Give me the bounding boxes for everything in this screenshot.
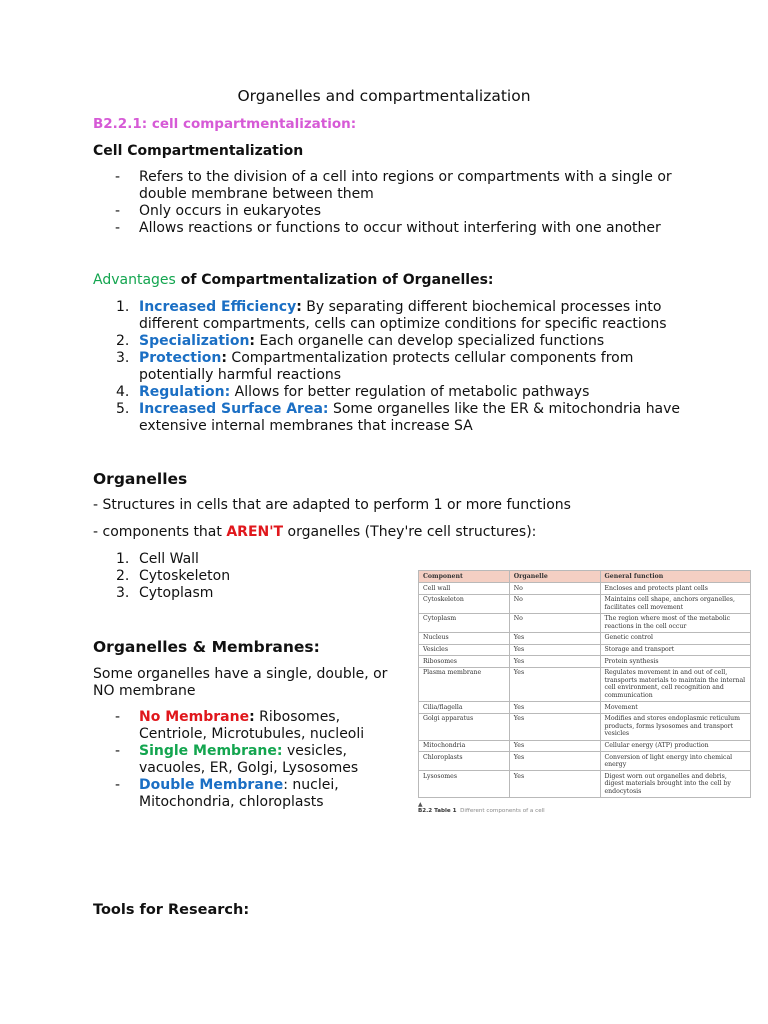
table-cell: Genetic control [600,632,751,644]
table-cell: No [509,594,600,613]
table-header: Component [419,571,510,583]
list-item [93,743,383,777]
table-cell: Lysosomes [419,771,510,798]
table-cell: Yes [509,656,600,668]
advantages-heading [93,272,494,288]
line-text: - components that [93,524,227,540]
list-item [93,384,693,401]
advantage-text: Each organelle can develop specialized functions [255,333,605,349]
list-item [93,585,393,602]
list-item [93,777,383,811]
list-item: - Refers to the division of a cell into regions or compartments with a single or double membrane between them [93,169,693,203]
table-cell: Yes [509,713,600,740]
table-cell: The region where most of the metabolic reactions in the cell occur [600,613,751,632]
organelles-heading: Organelles [93,470,188,488]
table-caption [418,802,752,814]
list-text: Cell Wall [139,551,199,567]
page-title: Organelles and compartmentalization [237,87,531,105]
advantage-text: By separating different biochemical processes into different compartments, cells can optimize conditions for specific reactions [139,299,667,332]
colon: : [249,333,256,349]
advantage-term: Increased Efficiency [139,299,297,315]
advantage-term: Protection [139,350,222,366]
table-cell: Storage and transport [600,644,751,656]
table-cell: Protein synthesis [600,656,751,668]
table-cell: Cell wall [419,583,510,595]
advantage-term: Regulation: [139,384,231,400]
table-cell: Modifies and stores endoplasmic reticulum products, forms lysosomes and transport vesicles [600,713,751,740]
table-cell: Nucleus [419,632,510,644]
membrane-term: No Membrane [139,709,250,725]
table-cell: Encloses and protects plant cells [600,583,751,595]
line-text: organelles (They're cell structures): [283,524,537,540]
colon: : [221,350,227,366]
table-cell: Cilia/flagella [419,702,510,714]
table-row [419,713,751,740]
table-cell: Yes [509,644,600,656]
list-text: Cytoskeleton [139,568,231,584]
table-cell: Yes [509,740,600,752]
list-number: 1. [116,551,130,567]
table-row [419,632,751,644]
table-cell: Mitochondria [419,740,510,752]
membrane-text: : nuclei, Mitochondria, chloroplasts [139,777,339,810]
advantage-text: Compartmentalization protects cellular components from potentially harmful reactions [139,350,634,383]
organelles-line-1: - Structures in cells that are adapted to perform 1 or more functions [93,497,571,513]
table-row [419,656,751,668]
list-item [93,568,393,585]
advantage-text: Some organelles like the ER & mitochondria have extensive internal membranes that increase SA [139,401,681,434]
organelle-table-figure [418,570,752,814]
advantage-text: Allows for better regulation of metabolic pathways [230,384,590,400]
table-cell: Vesicles [419,644,510,656]
table-cell: Movement [600,702,751,714]
table-cell: Digest worn out organelles and debris, digest materials brought into the cell by endocytosis [600,771,751,798]
table-cell: Plasma membrane [419,667,510,701]
cell-comp-list [93,169,693,237]
advantages-rest: of Compartmentalization of Organelles: [175,272,494,288]
list-item [93,551,393,568]
list-number: 2. [116,333,130,349]
advantage-term: Specialization [139,333,250,349]
colon: : [249,709,255,725]
list-number: 3. [116,585,130,601]
list-item [93,333,693,350]
list-item [93,299,693,333]
table-row [419,740,751,752]
table-cell: No [509,583,600,595]
table-row [419,594,751,613]
membrane-term: Single Membrane: [139,743,283,759]
triangle-icon: ▲ [418,801,423,809]
list-item: - Only occurs in eukaryotes [93,203,693,220]
table-row [419,644,751,656]
table-header: General function [600,571,751,583]
table-cell: Yes [509,632,600,644]
caption-label: B2.2 Table 1 [418,808,457,815]
table-cell: Maintains cell shape, anchors organelles, facilitates cell movement [600,594,751,613]
table-cell: Cellular energy (ATP) production [600,740,751,752]
table-cell: Cytoplasm [419,613,510,632]
list-text: Cytoplasm [139,585,214,601]
table-cell: Yes [509,771,600,798]
list-number: 2. [116,568,130,584]
cell-comp-heading: Cell Compartmentalization [93,143,304,159]
colon: : [296,299,302,315]
table-cell: Conversion of light energy into chemical energy [600,752,751,771]
list-item [93,709,383,743]
list-number: 5. [116,401,130,417]
membrane-text: Ribosomes, Centriole, Microtubules, nucleoli [139,709,365,742]
table-cell: Yes [509,702,600,714]
table-cell: Yes [509,667,600,701]
table-cell: Ribosomes [419,656,510,668]
table-cell: Golgi apparatus [419,713,510,740]
advantage-term: Increased Surface Area: [139,401,329,417]
non-organelles-list [93,551,393,602]
list-number: 3. [116,350,130,366]
table-header-row [419,571,751,583]
advantages-list [93,299,693,435]
membranes-intro: Some organelles have a single, double, or NO membrane [93,666,388,699]
table-header: Organelle [509,571,600,583]
organelle-table [418,570,751,798]
list-item: - Allows reactions or functions to occur without interfering with one another [93,220,693,237]
section-code: B2.2.1: cell compartmentalization: [93,116,357,132]
tools-heading: Tools for Research: [93,902,250,918]
advantages-word: Advantages [93,272,176,288]
table-row [419,583,751,595]
organelles-line-2 [93,524,536,541]
membrane-term: Double Membrane [139,777,284,793]
table-cell: Chloroplasts [419,752,510,771]
caption-text: Different components of a cell [460,808,545,815]
membranes-heading: Organelles & Membranes: [93,638,320,656]
list-number: 4. [116,384,130,400]
table-row [419,752,751,771]
list-number: 1. [116,299,130,315]
table-cell: Regulates movement in and out of cell, transports materials to maintain the internal cell environment, cell recognition and communication [600,667,751,701]
membranes-list [93,709,383,811]
membrane-text: vesicles, vacuoles, ER, Golgi, Lysosomes [139,743,359,776]
table-row [419,771,751,798]
table-cell: Cytoskeleton [419,594,510,613]
table-cell: Yes [509,752,600,771]
arent-word: AREN'T [226,524,284,540]
table-body [419,583,751,798]
table-cell: No [509,613,600,632]
list-item [93,401,693,435]
list-item [93,350,693,384]
table-row [419,667,751,701]
table-row [419,613,751,632]
table-row [419,702,751,714]
